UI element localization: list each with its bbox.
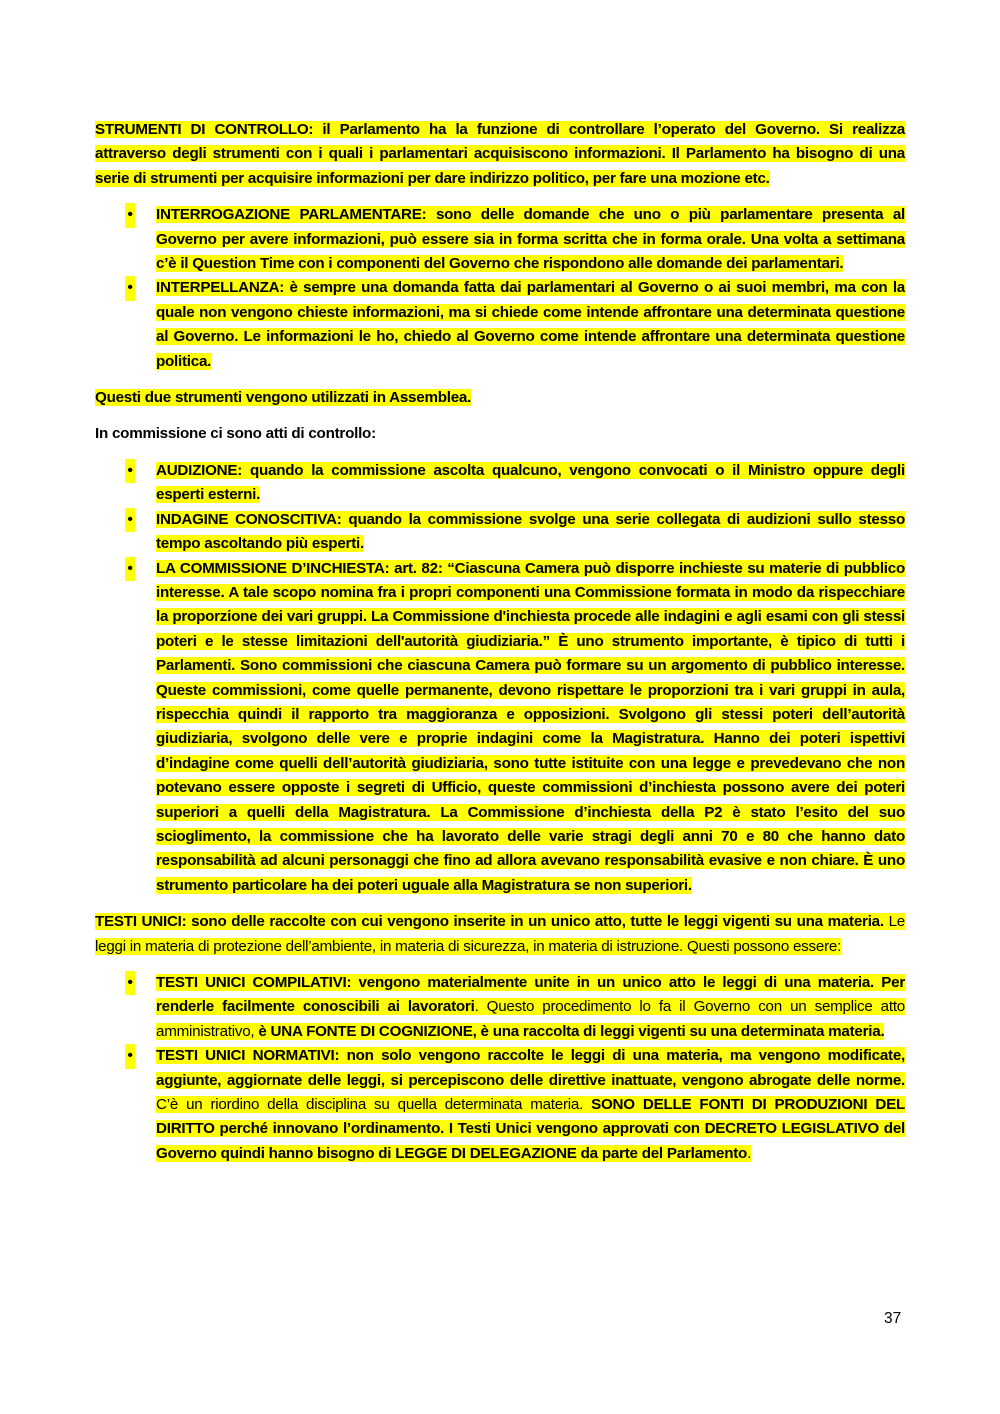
control-instruments-list (95, 203, 905, 374)
bullet: • (125, 971, 135, 995)
document-page (95, 118, 905, 1166)
item-text: sono delle domande che uno o più parlamentare presenta al Governo per avere informazioni, può essere sia in forma scritta che in forma orale. Una volta a settimana c’è il Question Time con i componenti del Governo che rispondono alle domande dei parlamentari. (156, 206, 905, 273)
commission-intro: In commissione ci sono atti di controllo: (95, 425, 376, 443)
list-item (95, 508, 905, 557)
item-head: INTERROGAZIONE PARLAMENTARE: (156, 206, 427, 224)
item-text: è sempre una domanda fatta dai parlamentari al Governo o ai suoi membri, ma con la quale non vengono chieste informazioni, ma si chiede come intende affrontare una determinata questione al Governo. Le informazioni le ho, chiedo al Governo come intende affrontare una determinata questione politica. (156, 279, 905, 370)
testi-unici-plain: Le leggi in materia di protezione dell’ambiente, in materia di sicurezza, in materia di istruzione. Questi possono essere: (95, 913, 905, 955)
item-head: AUDIZIONE: (156, 461, 243, 479)
bullet: • (125, 203, 135, 227)
list-item (95, 557, 905, 899)
commission-acts-list (95, 459, 905, 898)
bullet: • (125, 1044, 135, 1068)
list-item: • TESTI UNICI NORMATIVI: non solo vengono raccolte le leggi di una materia, ma vengono modificate, aggiunte, aggiornate delle leggi, si percepiscono delle direttive inattuate, vengono abrogate delle norme. C’è un riordino della disciplina su quella determinata materia. SONO DELLE FONTI DI PRODUZIONI DEL DIRITTO perché innovano l’ordinamento. I Testi Unici vengono approvati con DECRETO LEGISLATIVO del Governo quindi hanno bisogno di LEGGE DI DELEGAZIONE da parte del Parlamento. (95, 1044, 905, 1166)
list-item (95, 276, 905, 374)
testi-unici-bold: sono delle raccolte con cui vengono inserite in un unico atto, tutte le leggi vigenti su una materia. (186, 913, 884, 931)
intro-paragraph (95, 118, 905, 191)
page-number: 37 (884, 1310, 902, 1327)
testi-unici-paragraph (95, 910, 905, 959)
assembly-note: Questi due strumenti vengono utilizzati in Assemblea. (95, 389, 472, 407)
item-head: LA COMMISSIONE D’INCHIESTA: (156, 559, 390, 577)
item-head: INDAGINE CONOSCITIVA: (156, 510, 342, 528)
intro-text: il Parlamento ha la funzione di controllare l’operato del Governo. Si realizza attraverso degli strumenti con i quali i parlamentari acquisiscono informazioni. Il Parlamento ha bisogno di una serie di strumenti per acquisire informazioni per dare indirizzo politico, per fare una mozione etc. (95, 121, 905, 187)
bullet: • (125, 459, 135, 483)
list-item: • TESTI UNICI COMPILATIVI: vengono materialmente unite in un unico atto le leggi di una materia. Per renderle facilmente conoscibili ai lavoratori. Questo procedimento lo fa il Governo con un semplice atto amministrativo, è UNA FONTE DI COGNIZIONE, è una raccolta di leggi vigenti su una determinata materia. (95, 971, 905, 1044)
testi-unici-head: TESTI UNICI: (95, 913, 187, 931)
bullet: • (125, 557, 135, 581)
item-head: INTERPELLANZA: (156, 279, 285, 297)
item-text: quando la commissione ascolta qualcuno, vengono convocati o il Ministro oppure degli esperti esterni. (156, 461, 905, 504)
item-text: art. 82: “Ciascuna Camera può disporre inchieste su materie di pubblico interesse. A tale scopo nomina fra i propri componenti una Commissione formata in modo da rispecchiare la proporzione dei vari gruppi. La Commissione d'inchiesta procede alle indagini e agli esami con gli stessi poteri e le stesse limitazioni dell'autorità giudiziaria.” È uno strumento importante, è tipico di tutti i Parlamenti. Sono commissioni che ciascuna Camera può formare su un argomento di pubblico interesse. Queste commissioni, come quelle permanente, devono rispettare le proporzioni tra i vari gruppi in aula, rispecchia quindi il rapporto tra maggioranza e opposizioni. Svolgono gli stessi poteri dell’autorità giudiziaria, svolgono delle vere e proprie indagini come la Magistratura. Hanno dei poteri ispettivi d’indagine come quelli dell’autorità giudiziaria, sono tutte istituite con una legge e prevedevano che non potevano essere opposte i segreti di Ufficio, queste commissioni d’inchiesta possono avere dei poteri superiori a quelli della Magistratura. La Commissione d’inchiesta della P2 è stato l’esito del suo scioglimento, la commissione che ha lavorato delle varie stragi degli anni 70 e 80 che hanno dato responsabilità ad alcuni personaggi che fino ad allora avevano responsabilità evasive e non chiare. È uno strumento particolare ha dei poteri uguale alla Magistratura se non superiori. (156, 559, 906, 894)
item-head: TESTI UNICI NORMATIVI: (156, 1047, 340, 1065)
list-item (95, 203, 905, 276)
item-text: quando la commissione svolge una serie collegata di audizioni sullo stesso tempo ascoltando più esperti. (156, 510, 906, 553)
intro-head: STRUMENTI DI CONTROLLO: (95, 121, 314, 138)
bullet: • (125, 508, 135, 532)
item-head: TESTI UNICI COMPILATIVI: (156, 974, 352, 991)
list-item (95, 459, 905, 508)
testi-unici-list (95, 971, 905, 1166)
bullet: • (125, 276, 135, 300)
